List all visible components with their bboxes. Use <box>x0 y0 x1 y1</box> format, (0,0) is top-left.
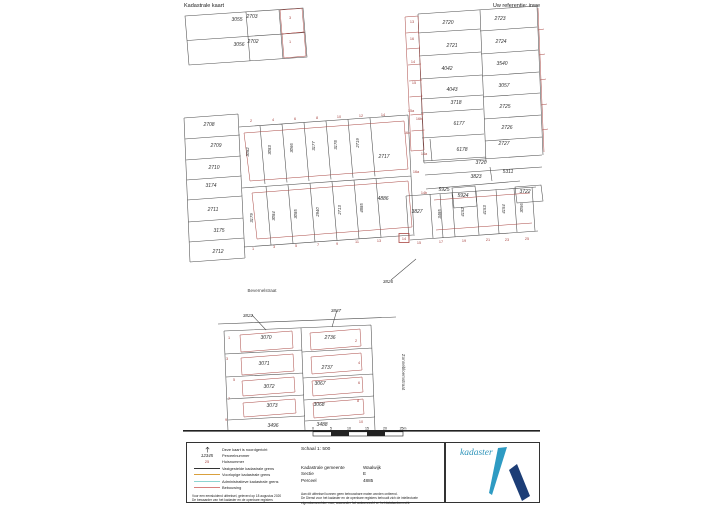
legend-item-label: Bebouwing <box>222 485 242 491</box>
parcel-label: 3056 <box>519 203 524 213</box>
parcel-label: 2720 <box>442 20 454 26</box>
parcel-label: 2719 <box>355 138 360 148</box>
parcel-label: 2737 <box>321 365 333 371</box>
disclaimer-line: Aan dit uittreksel kunnen geen betrouwbare maten worden ontleend. <box>301 492 398 496</box>
parcel-label: 3488 <box>316 422 328 428</box>
street-label: Bevernelstraat <box>247 288 277 293</box>
legend-item-row <box>192 484 297 490</box>
parcel-label: 3496 <box>267 423 279 429</box>
house-number: 1 <box>227 336 231 340</box>
house-number: 16b <box>415 117 423 121</box>
parcel-label: 2710 <box>208 165 220 171</box>
house-number: 19 <box>461 239 467 243</box>
parcel-label: 3055 <box>231 17 243 23</box>
house-number: 10 <box>358 420 364 424</box>
house-number: 8 <box>356 399 360 403</box>
scalebar-tick: 0 <box>312 426 314 431</box>
parcel-label: 3083 <box>267 145 272 155</box>
legend-north-text: Deze kaart is noordgericht <box>222 446 268 452</box>
parcel-label: 4152 <box>460 207 465 217</box>
parcel-label: 2711 <box>207 207 219 213</box>
house-number: 12 <box>358 114 364 118</box>
parcel-label: 2712 <box>212 249 224 255</box>
street-label: Zonnebloemstraat <box>401 353 406 391</box>
parcel-label: 3072 <box>263 384 275 390</box>
house-number: 15a <box>407 109 415 113</box>
parcel-label: 3179 <box>249 213 254 223</box>
scalebar-tick: 25m <box>399 426 407 431</box>
parcel-label: 3175 <box>213 228 225 234</box>
house-number: 14 <box>380 113 386 117</box>
parcel-label: 3070 <box>260 335 272 341</box>
parcel-label: 4885 <box>359 203 364 213</box>
parcel-label: 3540 <box>496 61 508 67</box>
parcel-label: 2725 <box>499 104 511 110</box>
house-number: 15 <box>416 241 422 245</box>
house-number: 3 <box>272 245 276 249</box>
parcel-label: 6177 <box>453 121 465 127</box>
house-number: 16c <box>403 131 411 135</box>
certification-line: Voor een eensluidend uittreksel, geleverd op 18 augustus 2020 <box>192 494 282 498</box>
sectie-value: E <box>363 471 367 477</box>
legend-panel <box>186 442 445 503</box>
parcel-label: 3056 <box>233 42 245 48</box>
house-number: 14a <box>420 152 428 156</box>
legend-item-label: Voorlopige kadastrale grens <box>222 472 271 478</box>
gemeente-value: Waalwijk <box>363 465 381 470</box>
building-line-swatch <box>194 487 220 488</box>
house-number: 7 <box>227 397 231 401</box>
page-title: Kadastrale kaart <box>184 3 225 9</box>
parcel-label: 3827 <box>411 209 423 215</box>
house-number: 3 <box>288 16 292 20</box>
scalebar-tick: 20 <box>383 426 387 431</box>
parcel-label: 2713 <box>337 205 342 215</box>
parcel-label: 3084 <box>271 211 276 221</box>
parcel-label: 3066 <box>289 143 294 153</box>
house-number: 4 <box>357 361 361 365</box>
house-number: 3 <box>225 357 229 361</box>
sectie-label: Sectie <box>301 471 314 477</box>
certification-line: De bewaarder van het kadaster en de openbare registers <box>192 498 273 503</box>
scalebar-tick: 10 <box>347 426 351 431</box>
house-number: 15 <box>411 81 417 85</box>
house-number: 8 <box>315 116 319 120</box>
house-number: 5 <box>232 378 236 382</box>
house-number: 6 <box>293 117 297 121</box>
parcel-label: 3823 <box>470 174 482 180</box>
house-number-sample: 25 <box>204 459 210 465</box>
parcel-label: 2736 <box>324 335 336 341</box>
parcel-label: 2727 <box>498 141 510 147</box>
parcel-label: 2709 <box>210 143 222 149</box>
house-number: 21 <box>485 238 491 242</box>
annotation-label: 3822 <box>242 313 254 318</box>
kadaster-logo-text: kadaster <box>460 448 493 458</box>
house-number: 13 <box>376 239 382 243</box>
house-number: 10 <box>336 115 342 119</box>
parcel-label: 3720 <box>475 160 487 166</box>
house-number: 6 <box>357 381 361 385</box>
parcel-label: 3718 <box>450 100 462 106</box>
scalebar-tick: 15 <box>365 426 369 431</box>
parcel-label: 3085 <box>293 209 298 219</box>
provisional-line-swatch <box>194 474 220 475</box>
house-number: 17 <box>438 240 444 244</box>
parcel-label: 3067 <box>314 381 326 387</box>
perceel-value: 4885 <box>363 477 374 483</box>
certification-note <box>192 494 312 503</box>
parcel-label: 4043 <box>446 87 458 93</box>
parcel-label: 3485 <box>437 209 442 219</box>
parcel-label: 4886 <box>377 196 389 202</box>
parcel-label: 2703 <box>246 14 258 20</box>
perceel-row <box>301 478 441 483</box>
annotation-label: 3837 <box>330 308 342 313</box>
parcel-label: 2717 <box>378 154 390 160</box>
parcel-label: 2708 <box>203 122 215 128</box>
parcel-info <box>301 447 441 483</box>
house-number: 13 <box>409 20 415 24</box>
parcel-label: 2724 <box>495 39 507 45</box>
sectie-row <box>301 471 441 476</box>
house-number: 1 <box>288 40 292 44</box>
house-number: 16a <box>412 170 420 174</box>
parcel-label: 5924 <box>457 193 469 199</box>
house-number: 14b <box>420 191 428 195</box>
house-number: 16 <box>409 37 415 41</box>
parcel-label: 4154 <box>501 204 506 214</box>
reference-label: Uw referentie: inwe <box>492 3 540 9</box>
house-number: 2 <box>354 339 358 343</box>
parcel-label: 2723 <box>494 16 506 22</box>
disclaimer-line: eigendomsrechten voor, waaronder het auteursrecht en het databankenrecht. <box>301 500 411 505</box>
parcel-label: 3174 <box>205 183 217 189</box>
parcel-number-label: Perceelnummer <box>222 453 250 459</box>
parcel-label: 3722 <box>519 189 531 195</box>
map-labels <box>202 14 530 431</box>
parcel-label: 6178 <box>456 147 468 153</box>
administrative-line-swatch <box>194 481 220 482</box>
parcel-label: 3177 <box>311 141 316 151</box>
house-number: 14 <box>410 60 416 64</box>
house-number: 9 <box>335 242 339 246</box>
parcel-label: 5925 <box>438 187 450 193</box>
house-number: 5 <box>294 244 298 248</box>
parcel-label: 3178 <box>333 140 338 150</box>
parcel-label: 3071 <box>258 361 270 367</box>
house-number: 25 <box>524 237 530 241</box>
parcel-label: 2726 <box>501 125 513 131</box>
parcel-label: 3057 <box>498 83 510 89</box>
scale-bar <box>313 432 403 436</box>
north-arrow-icon <box>192 446 222 453</box>
scale-label: Schaal 1: 500 <box>301 447 331 452</box>
legend-item-label: Administratieve kadastrale grens <box>222 478 279 484</box>
disclaimer-line: De Dienst voor het kadaster en de openbare registers behoudt zich de intellectuele <box>301 496 418 501</box>
legend-item-label: Vastgestelde kadastrale grens <box>222 465 275 471</box>
house-number: 11 <box>355 240 359 244</box>
gemeente-row <box>301 465 441 470</box>
house-number: 4 <box>271 118 275 122</box>
house-number: 9 <box>224 418 228 422</box>
parcel-label: 3073 <box>266 403 278 409</box>
parcel-number-sample: 12345 <box>200 453 214 459</box>
parcel-label: 2940 <box>315 207 320 217</box>
parcel-label: 2721 <box>446 43 458 49</box>
house-number-label: Huisnummer <box>222 459 245 465</box>
parcel-boundaries <box>183 6 543 431</box>
house-number: 23 <box>504 238 510 242</box>
parcel-label: 3082 <box>245 147 250 157</box>
house-number: 7 <box>316 243 320 247</box>
parcel-label: 4153 <box>482 205 487 215</box>
parcel-label: 2702 <box>247 39 259 45</box>
boundary-line-swatch <box>194 468 220 469</box>
house-number: 2 <box>249 119 253 123</box>
parcel-label: 4042 <box>441 66 453 72</box>
house-number: 14 <box>401 237 407 241</box>
annotation-label: 3826 <box>382 279 394 284</box>
disclaimer-note <box>301 492 443 505</box>
kadaster-logo-panel <box>445 442 540 503</box>
map-legend <box>192 446 297 491</box>
parcel-label: 3068 <box>313 402 325 408</box>
gemeente-label: Kadastrale gemeente <box>301 465 345 470</box>
perceel-label: Perceel <box>301 477 317 483</box>
scalebar-tick: 5 <box>330 426 332 431</box>
house-number: 1 <box>251 247 255 251</box>
parcel-label: 5311 <box>502 169 514 175</box>
